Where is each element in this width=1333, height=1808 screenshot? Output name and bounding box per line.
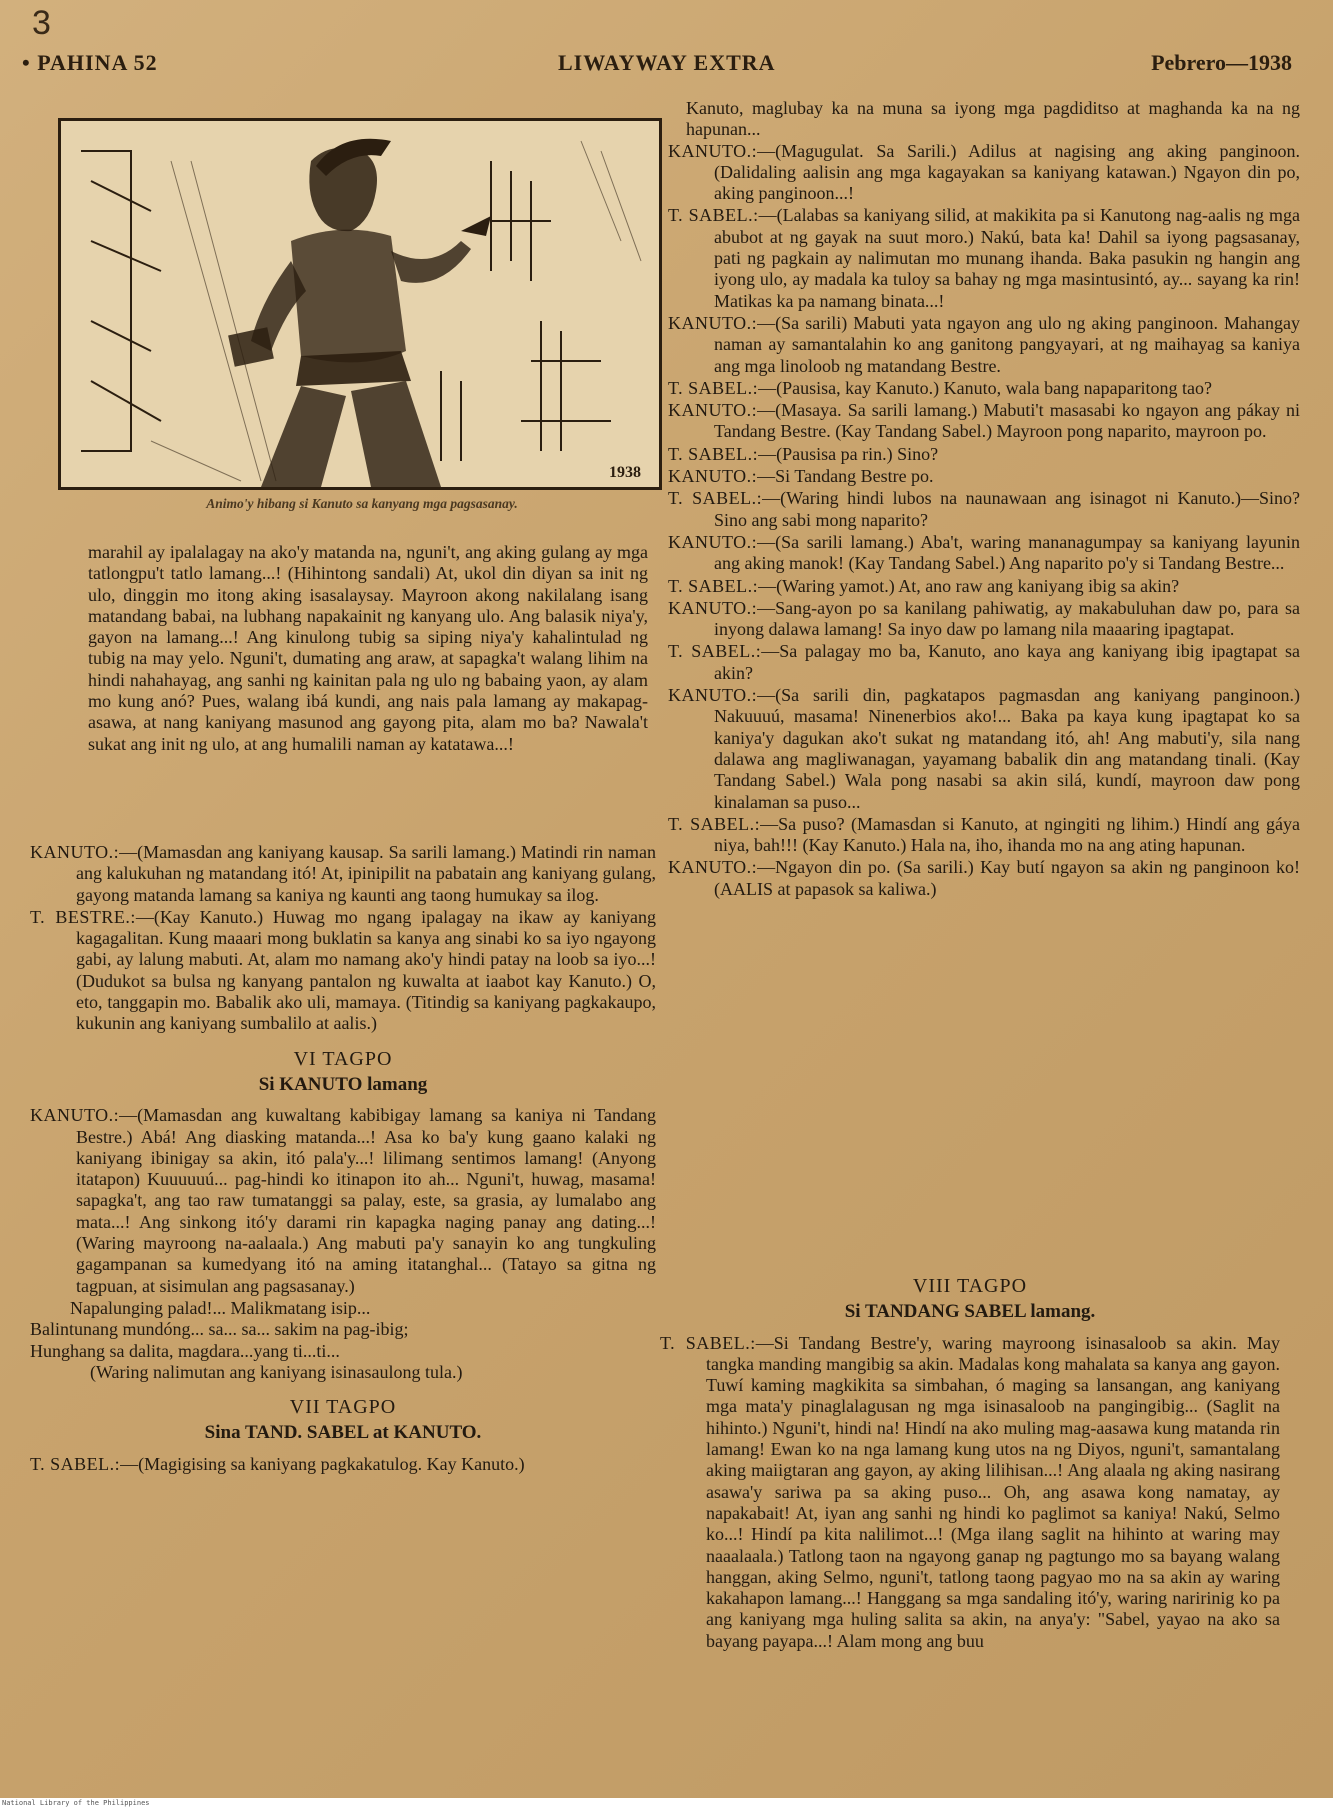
scene-subtitle: Si KANUTO lamang: [258, 1073, 428, 1095]
left-column-top: [88, 542, 648, 755]
dialogue-line: [30, 1454, 656, 1475]
dialogue-line: [668, 488, 1300, 531]
speaker: KANUTO.:: [668, 400, 758, 421]
speaker: T. SABEL.:: [668, 488, 763, 509]
line-text: —(Sa sarili) Mabuti yata ngayon ang ulo ng aking panginoon. Mahangay naman ay samantalahin ko ang ganitong pangyayari, at ng maihayag sa kaniya ang mga linoloob ng matandang Bestre.: [714, 312, 1300, 376]
line-text: —(Pausisa pa rin.) Sino?: [758, 443, 939, 464]
dialogue-line: [668, 641, 1300, 684]
illustration-caption: Animo'y hibang si Kanuto sa kanyang mga pagsasanay.: [206, 496, 518, 511]
dialogue-line: [668, 685, 1300, 813]
line-text: —(Pausisa, kay Kanuto.) Kanuto, wala bang napaparitong tao?: [758, 377, 1213, 398]
line-text: —(Lalabas sa kaniyang silid, at makikita pa si Kanutong nag-aalis ng mga abubot at ng gayak na suut moro.) Nakú, bata ka! Dahil sa iyong pagsasanay, pati ng pagkain ay nalimutan mo munang ihanda. Baka pasukin ng hangin ang iyong ulo, ay madala ka tuloy sa bahay ng mga masintusintó, ay... sayang ka rin! Matikas ka pa namang binata...!: [714, 205, 1300, 311]
line-text: —Sa palagay mo ba, Kanuto, ano kaya ang kaniyang ibig ipagtapat sa akin?: [714, 641, 1300, 683]
speaker: KANUTO.:: [668, 531, 758, 552]
speaker: T. SABEL.:: [668, 205, 759, 226]
dialogue-line: [30, 842, 656, 906]
speaker: T. BESTRE.:: [30, 906, 136, 927]
speaker: T. SABEL.:: [668, 813, 761, 834]
right-column: [668, 98, 1300, 901]
dialogue-line: [660, 1333, 1280, 1652]
paragraph: marahil ay ipalalagay na ako'y matanda na, nguni't, ang aking gulang ay mga tatlongpu't tatlo lamang...! (Hihintong sandali) At, ukol din diyan sa init ng ulo, dinggin mo itong aking isasalaysay. Mayroon akong nakilalang isang matandang babai, na lubhang napakainit ng kanyang ulo. Ang balasik niya'y, gayon na lamang...! Ang kinulong tubig sa siping niya'y kahalintulad ng tubig na may yelo. Nguni't, dumating ang araw, at sapagka't walang lihim na hindi nahahayag, ang sanhi ng kainitan pala ng ulo ng babaing yaon, ay alam mo kung anó? Pues, walang ibá kundi, ang nais pala lamang ay makapag-asawa, at nang kaniyang masunod ang gayong pita, alam mo ba? Nawala't sukat ang init ng ulo, at ang humalili naman ay katatawa...!: [88, 542, 648, 754]
continued-line: Kanuto, maglubay ka na muna sa iyong mga pagdiditso at maghanda ka na ng hapunan...: [686, 98, 1300, 140]
archive-footer: National Library of the Philippines: [0, 1798, 1333, 1808]
page-header: [22, 44, 1292, 84]
line-text: —Sang-ayon po sa kanilang pahiwatig, ay makabuluhan daw po, para sa inyong dalawa lamang! Sa inyo daw po lamang nila maaaring ipagtapat.: [714, 597, 1300, 640]
dialogue-line: [668, 205, 1300, 311]
illustration: [58, 118, 662, 490]
scene-title: VII TAGPO: [289, 1396, 397, 1419]
dialogue-line: [668, 576, 1300, 597]
verse-line: Hunghang sa dalita, magdara...yang ti...ti...: [30, 1340, 340, 1361]
line-text: —Si Tandang Bestre'y, waring mayroong isinasaloob sa akin. May tangka manding mangibig sa akin. Madalas kong mahalata sa kanya ang gayon. Tuwí kaming magkikita sa simbahan, ó maging sa lansangan, ang kaniyang mga mata'y pinaglalagusan ng mga isinasaloob na pangingibig... (Saglit na hihinto.) Nguni't, hindi na! Hindí na ako muling mag-aasawa kung matanda rin lamang! Ewan ko na nga lamang kung utos na ng Diyos, nguni't, samantalang aking maiigtaran ang gayon, ay aking lilihisan...! Ang alaala ng aking nasirang asawa'y sariwa pa sa aking puso... Oh, ang asawa kong namatay, ay napakabait! At, iyan ang sanhi ng hindi ko paglimot sa kaniya! Nakú, Selmo ko...! Hindí pa kita nalilimot...! (Mga ilang saglit na hihinto at waring may naaalaala.) Tatlong taon na ngayong ganap ng pagtungo mo sa bayang walang hanggan, aking Selmo, nguni't, tatlong taong pagyao mo na sa akin ay waring kakahapon lamang...! Hanggang sa mga sandaling itó'y, waring naririnig ko pa ang kaniyang mga huling salita sa akin, na anya'y: "Sabel, yayao na ako sa bayang payapa...! Alam mong ang buu: [706, 1332, 1281, 1651]
line-text: —(Kay Kanuto.) Huwag mo ngang ipalagay na ikaw ay kaniyang kagagalitan. Kung maaari mong buklatin sa kanya ang sinabi ko sa iyo ngayong gabi, ay lalung mabuti. At, alam mo namang ako'y hindi patay na loob sa iyo...! (Dudukot sa bulsa ng kanyang pantalon ng kuwalta at iaabot kay Kanuto.) O, eto, tanggapin mo. Babalik ako uli, mamaya. (Titindig sa kaniyang pagkakaupo, kukunin ang kaniyang sumbalilo at aalis.): [76, 906, 656, 1034]
speaker: T. SABEL.:: [668, 575, 759, 596]
dialogue-line: [668, 444, 1300, 465]
speaker: T. SABEL.:: [668, 377, 759, 398]
speaker: KANUTO.:: [668, 312, 758, 333]
dialogue-line: [668, 857, 1300, 900]
line-text: —(Magigising sa kaniyang pagkakatulog. Kay Kanuto.): [120, 1453, 525, 1474]
line-text: —(Mamasdan ang kaniyang kausap. Sa sarili lamang.) Matindi rin naman ang kalukuhan ng matandang itó! At, ipinipilit na pabatain ang kaniyang gulang, gayong matanda lamang sa kaniya ng kaunti ang taong humukay sa ilog.: [76, 842, 656, 905]
line-text: —Si Tandang Bestre po.: [757, 466, 934, 487]
dialogue-line: [668, 814, 1300, 857]
speaker: T. SABEL.:: [30, 1453, 121, 1474]
scene-subtitle: Sina TAND. SABEL at KANUTO.: [204, 1422, 482, 1444]
left-column-lower: [30, 842, 656, 1476]
speaker: KANUTO.:: [668, 857, 758, 878]
dialogue-line: [668, 466, 1300, 487]
dialogue-line: [668, 313, 1300, 377]
line-text: —Ngayon din po. (Sa sarili.) Kay butí ngayon sa akin ng panginoon ko! (AALIS at papasok sa kaliwa.): [714, 857, 1300, 899]
line-text: —(Sa sarili din, pagkatapos pagmasdan ang kaniyang panginoon.) Nakuuuú, masama! Ninenerbios ako!... Baka pa kaya kung ipagtapat ko sa kaniya'y dagukan ako't sukat ng matandang itó, ah! Ang mabuti'y, sila nang dalawa ang magliwanagan, yayamang babalik din ang matandang tinali. (Kay Tandang Sabel.) Wala pong nasabi sa akin silá, kundí, mayroon daw pong kinalaman sa puso...: [714, 685, 1300, 812]
page-number: • PAHINA 52: [22, 50, 158, 75]
verse-line: Napalunging palad!... Malikmatang isip...: [70, 1297, 371, 1318]
dialogue-line: [668, 598, 1300, 641]
line-text: —(Sa sarili lamang.) Aba't, waring mananagumpay sa kaniyang layunin ang aking manok! (Kay Tandang Sabel.) Ang naparito po'y si Tandang Bestre...: [714, 531, 1300, 574]
line-text: —(Waring yamot.) At, ano raw ang kaniyang ibig sa akin?: [758, 575, 1180, 596]
line-text: —(Mamasdan ang kuwaltang kabibigay lamang sa kaniya ni Tandang Bestre.) Abá! Ang diasking matanda...! Asa ko ba'y kung gaano kalaki ng kaniyang ibinigay sa akin, itó pala'y...! lilimang sentimos lamang! (Anyong itatapon) Kuuuuuú... pag-hindi ko itinapon ito ah... Nguni't, huwag, masama! sapagka't, ang tao raw tumatanggi sa palay, este, sa grasia, ay lumalabo ang mata...! Ang sinkong itó'y darami rin kapagka naging panay ang dating...! (Waring mayroong na-aalaala.) Ang mabuti pa'y sanayin ko ang tungkuling gagampanan sa kumedyang itó na aming itatanghal... (Tatayo sa gitna ng tagpuan, at sisimulan ang pagsasanay.): [76, 1105, 656, 1296]
speaker: KANUTO.:: [668, 466, 758, 487]
scene-title: VIII TAGPO: [912, 1275, 1028, 1297]
speaker: KANUTO.:: [668, 685, 758, 706]
right-column-lower: [660, 1262, 1280, 1653]
line-text: —(Masaya. Sa sarili lamang.) Mabuti't masasabi ko ngayon ang pákay ni Tandang Bestre. (Kay Tandang Sabel.) Mayroon pong naparito, mayroon po.: [714, 400, 1300, 442]
scene-title: VI TAGPO: [293, 1047, 393, 1070]
issue-date: Pebrero—1938: [1151, 50, 1292, 75]
dialogue-line: [30, 1105, 656, 1297]
verse-line: Balintunang mundóng... sa... sa... sakim na pag-ibig;: [30, 1319, 409, 1340]
dialogue-line: [668, 141, 1300, 205]
speaker: T. SABEL.:: [668, 641, 762, 662]
line-text: —(Waring hindi lubos na naunawaan ang isinagot ni Kanuto.)—Sino? Sino ang sabi mong naparito?: [714, 488, 1300, 530]
speaker: KANUTO.:: [30, 1105, 120, 1126]
dialogue-line: [668, 378, 1300, 399]
man-reading-book-illustration: [61, 121, 659, 487]
stage-direction: (Waring nalimutan ang kaniyang isinasaulong tula.): [90, 1361, 463, 1382]
scene-subtitle: Si TANDANG SABEL lamang.: [844, 1301, 1096, 1323]
corner-mark: 3: [32, 4, 51, 42]
dialogue-line: [30, 907, 656, 1035]
speaker: KANUTO.:: [30, 842, 120, 862]
dialogue-line: [668, 400, 1300, 443]
speaker: KANUTO.:: [668, 140, 758, 161]
speaker: T. SABEL.:: [668, 443, 759, 464]
publication-title: LIWAYWAY EXTRA: [558, 50, 776, 75]
line-text: —Sa puso? (Mamasdan si Kanuto, at ngingiti ng lihim.) Hindí ang gáya niya, bah!!! (Kay Kanuto.) Hala na, iho, ihanda mo na ang ating hapunan.: [714, 813, 1300, 856]
line-text: —(Magugulat. Sa Sarili.) Adilus at nagising ang aking panginoon. (Dalidaling aalisin ang mga kagayakan sa kaniyang katawan.) Ngayon din po, aking panginoon...!: [714, 140, 1300, 204]
artist-signature: 1938: [609, 464, 641, 481]
speaker: KANUTO.:: [668, 597, 758, 618]
speaker: T. SABEL.:: [660, 1332, 756, 1353]
dialogue-line: [668, 532, 1300, 575]
